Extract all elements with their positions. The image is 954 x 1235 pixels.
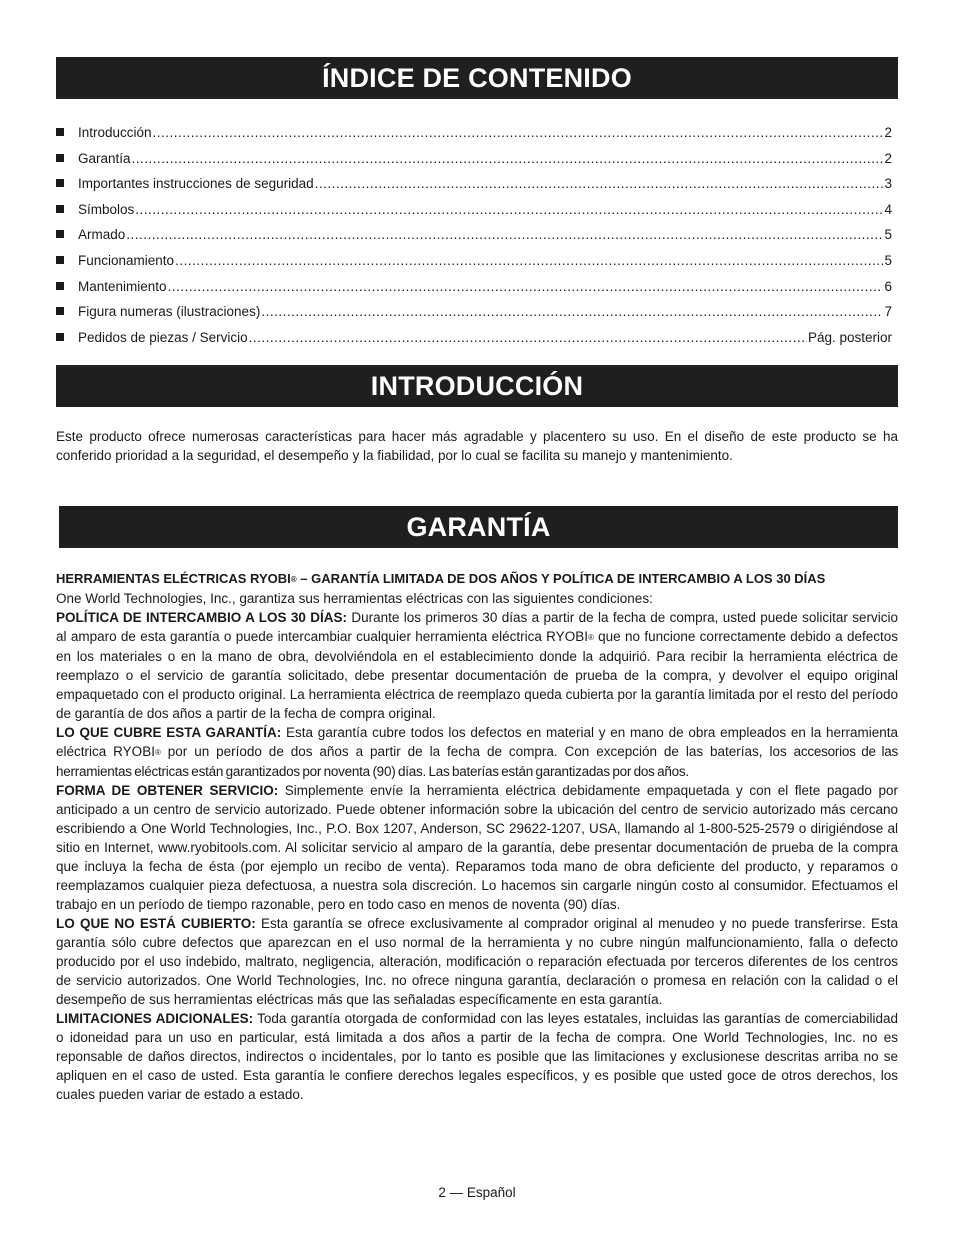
exchange-policy-paragraph — [56, 608, 898, 723]
toc-list — [56, 122, 892, 352]
warranty-title-banner: GARANTÍA — [59, 506, 898, 548]
toc-item-page: 5 — [884, 227, 892, 243]
coverage-text: Esta garantía cubre todos los defectos en material y en mano de obra empleados en la herramienta eléctrica RYOBI — [56, 725, 898, 759]
service-label: FORMA DE OBTENER SERVICIO: — [56, 783, 279, 798]
toc-dot-leader — [249, 327, 807, 349]
warranty-body — [56, 569, 898, 1104]
not-covered-paragraph — [56, 914, 898, 1009]
intro-paragraph: Este producto ofrece numerosas características para hacer más agradable y placentero su uso. En el diseño de este producto se ha conferido prioridad a la seguridad, el desempeño y la fiabilidad, por lo cual se facilita su manejo y mantenimiento. — [56, 429, 898, 463]
limitations-paragraph — [56, 1009, 898, 1104]
toc-item-label: Pedidos de piezas / Servicio — [78, 329, 248, 345]
coverage-text-cont: por un período de dos años a partir de la fecha de compra. Con excepción de las baterías, los — [160, 744, 794, 759]
page-footer: 2 — Español — [438, 1185, 516, 1200]
toc-item-page: 4 — [884, 201, 892, 217]
toc-item-label: Figura numeras (ilustraciones) — [78, 304, 261, 320]
toc-dot-leader — [261, 301, 883, 323]
service-paragraph — [56, 781, 898, 914]
toc-dot-leader — [175, 250, 883, 272]
exchange-policy-label: POLÍTICA DE INTERCAMBIO A LOS 30 DÍAS: — [56, 610, 348, 625]
toc-item-instrucciones-seguridad[interactable] — [56, 173, 892, 199]
square-bullet-icon — [56, 179, 64, 187]
warranty-heading — [56, 569, 898, 589]
warranty-heading-brand: HERRAMIENTAS ELÉCTRICAS RYOBI — [56, 571, 291, 586]
toc-item-page: 6 — [884, 278, 892, 294]
square-bullet-icon — [56, 128, 64, 136]
toc-dot-leader — [153, 122, 884, 144]
square-bullet-icon — [56, 154, 64, 162]
not-covered-text: Esta garantía se ofrece exclusivamente al comprador original al menudeo y no puede transferirse. Esta garantía sólo cubre defectos que aparezcan en el uso normal de la herramienta y no cubre ningún malfuncionamiento, falla o defecto producido por el uso indebido, maltrato, negligencia, alteración, modificación o reparación efectuada por terceros diferentes de los centros de servicio autorizados. One World Technologies, Inc. no ofrece ninguna garantía, declaración o promesa en relación con la calidad o el desempeño de sus herramientas eléctricas más que las señaladas específicamente en esta garantía. — [56, 916, 898, 1007]
not-covered-label: LO QUE NO ESTÁ CUBIERTO: — [56, 916, 256, 931]
toc-item-pedidos-servicio[interactable] — [56, 327, 892, 353]
toc-item-page: 7 — [884, 304, 892, 320]
toc-item-label: Funcionamiento — [78, 252, 175, 268]
toc-item-funcionamiento[interactable] — [56, 250, 892, 276]
toc-title-banner: ÍNDICE DE CONTENIDO — [56, 57, 898, 99]
toc-item-label: Introducción — [78, 125, 152, 140]
toc-dot-leader — [168, 276, 884, 298]
toc-item-simbolos[interactable] — [56, 199, 892, 225]
toc-item-page: Pág. posterior — [807, 329, 892, 345]
toc-dot-leader — [126, 224, 883, 246]
toc-item-page: 3 — [884, 176, 892, 192]
square-bullet-icon — [56, 230, 64, 238]
toc-item-label: Símbolos — [78, 201, 135, 217]
toc-item-page: 2 — [884, 125, 892, 140]
toc-item-garantia[interactable] — [56, 148, 892, 174]
toc-item-introduccion[interactable] — [56, 122, 892, 148]
service-text: Simplemente envíe la herramienta eléctrica debidamente empaquetada y con el flete pagado por anticipado a un centro de servicio autorizado. Puede obtener información sobre la ubicación del centro de servicio autorizado más cercano escribiendo a One World Technologies, Inc., P.O. Box 1207, Anderson, SC 29622-1207, USA, llamando al 1-800-525-2579 o dirigiéndose al sitio en Internet, www.ryobitools.com. Al solicitar servicio al amparo de la garantía, debe presentar documentación de prueba de la compra que incluya la fecha de ésta (por ejemplo un recibo de venta). Reparamos toda mano de obra deficiente del producto, y reparamos o reemplazamos cualquier pieza defectuosa, a nuestra sola discreción. Lo hacemos sin cargarle ningún costo al consumidor. Efectuamos el trabajo en un período de tiempo razonable, pero en todo caso en menos de noventa (90) días. — [56, 783, 898, 912]
toc-dot-leader — [315, 173, 884, 195]
toc-item-page: 2 — [884, 150, 892, 166]
toc-item-page: 5 — [884, 252, 892, 268]
exchange-policy-text-cont: que no funcione correctamente debido a defectos en los materiales o en la mano de obra, devolviéndola en el establecimiento donde la adquirió. Para recibir la herramienta eléctrica de reemplazo o el servicio de garantía solicitado, debe presentar documentación de prueba de la compra, y devolver el equipo original empaquetado con el producto original. La herramienta eléctrica de reemplazo queda cubierta por la garantía limitada por el resto del período de garantía de dos años a partir de la fecha de compra original. — [56, 629, 898, 721]
toc-item-label: Garantía — [78, 150, 131, 166]
registered-mark: ® — [587, 633, 594, 642]
coverage-text-end: accesorios de las herramientas eléctricas están garantizados por noventa (90) días. Las baterías están garantizadas por dos años. — [56, 744, 898, 779]
toc-dot-leader — [132, 148, 884, 170]
toc-item-armado[interactable] — [56, 224, 892, 250]
toc-item-label: Mantenimiento — [78, 278, 167, 294]
coverage-label: LO QUE CUBRE ESTA GARANTÍA: — [56, 725, 282, 740]
square-bullet-icon — [56, 307, 64, 315]
toc-dot-leader — [135, 199, 883, 221]
square-bullet-icon — [56, 333, 64, 341]
registered-mark: ® — [290, 575, 297, 584]
square-bullet-icon — [56, 256, 64, 264]
exchange-policy-text: Durante los primeros 30 días a partir de la fecha de compra, usted puede solicitar servicio al amparo de esta garantía o puede intercambiar cualquier herramienta eléctrica RYOBI — [56, 610, 899, 644]
square-bullet-icon — [56, 282, 64, 290]
limitations-text: Toda garantía otorgada de conformidad con las leyes estatales, incluidas las garantías de comerciabilidad o idoneidad para un uso en particular, está limitada a dos años a partir de la fecha de compra. One World Technologies, Inc. no es reponsable de daños directos, indirectos o incidentales, por lo tanto es posible que las limitaciones y exclusionese descritas arriba no se apliquen en el caso de usted. Esta garantía le confiere derechos legales específicos, y es posible que usted goce de otros derechos, los cuales pueden variar de estado a estado. — [56, 1011, 898, 1102]
registered-mark: ® — [154, 748, 161, 757]
limitations-label: LIMITACIONES ADICIONALES: — [56, 1011, 254, 1026]
toc-item-figuras[interactable] — [56, 301, 892, 327]
intro-title-banner: INTRODUCCIÓN — [56, 365, 898, 407]
toc-item-mantenimiento[interactable] — [56, 276, 892, 302]
warranty-heading-rest: – GARANTÍA LIMITADA DE DOS AÑOS Y POLÍTICA DE INTERCAMBIO A LOS 30 DÍAS — [296, 571, 826, 586]
coverage-paragraph — [56, 723, 898, 781]
toc-item-label: Importantes instrucciones de seguridad — [78, 176, 314, 192]
warranty-intro: One World Technologies, Inc., garantiza sus herramientas eléctricas con las siguientes condiciones: — [56, 591, 653, 606]
square-bullet-icon — [56, 205, 64, 213]
toc-item-label: Armado — [78, 227, 126, 243]
